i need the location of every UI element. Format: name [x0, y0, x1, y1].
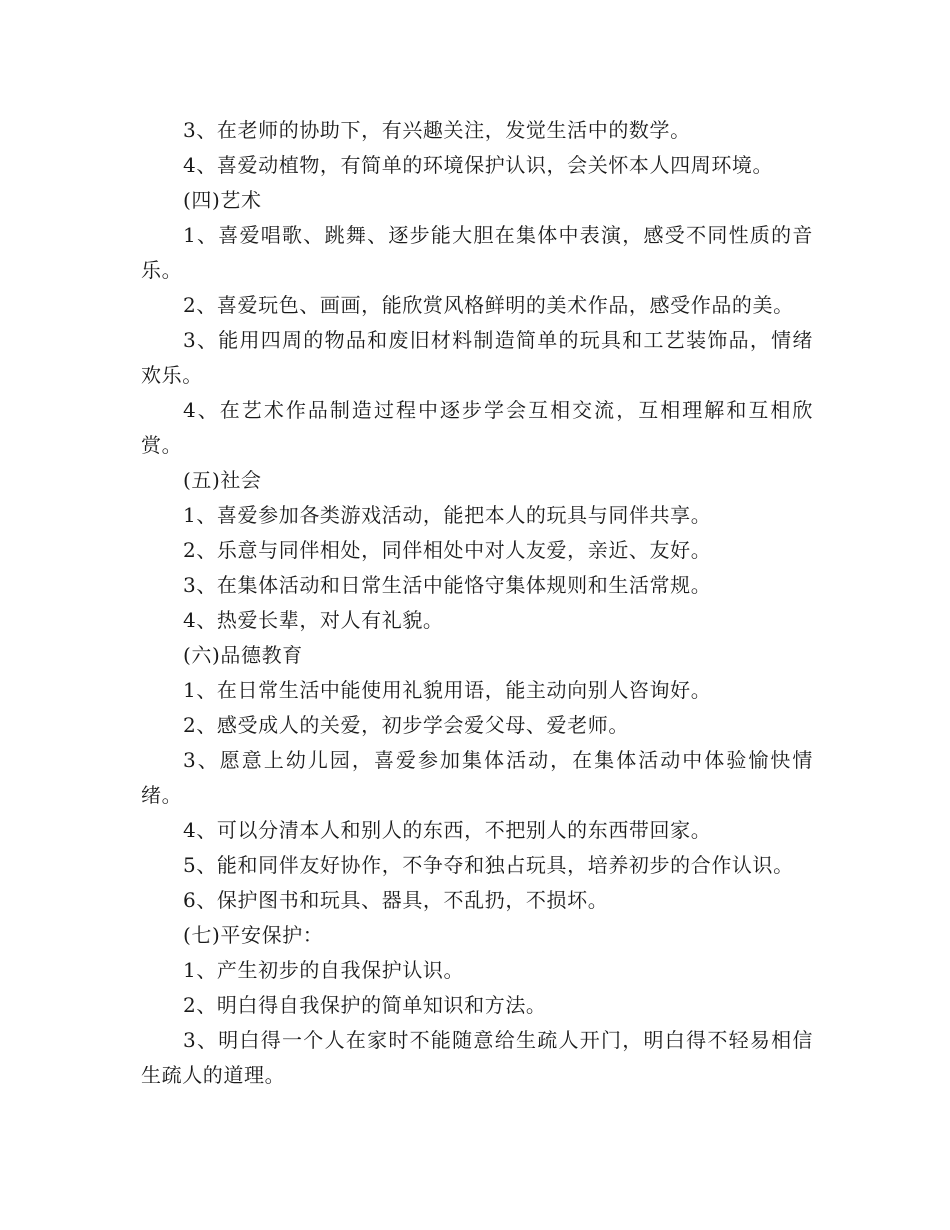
paragraph: 1、在日常生活中能使用礼貌用语，能主动向别人咨询好。	[183, 678, 712, 702]
paragraph: 6、保护图书和玩具、器具，不乱扔，不损坏。	[183, 888, 609, 912]
section-heading: (七)平安保护：	[183, 923, 324, 947]
paragraph: 2、明白得自我保护的简单知识和方法。	[183, 993, 547, 1017]
section-heading: (六)品德教育	[183, 643, 303, 667]
paragraph: 4、可以分清本人和别人的东西，不把别人的东西带回家。	[183, 818, 712, 842]
paragraph: 4、喜爱动植物，有简单的环境保护认识，会关怀本人四周环境。	[183, 153, 774, 177]
paragraph: 3、愿意上幼儿园，喜爱参加集体活动，在集体活动中体验愉快情绪。	[141, 748, 813, 807]
paragraph: 2、乐意与同伴相处，同伴相处中对人友爱，亲近、友好。	[183, 538, 712, 562]
paragraph: 3、明白得一个人在家时不能随意给生疏人开门，明白得不轻易相信生疏人的道理。	[141, 1028, 813, 1087]
paragraph: 4、热爱长辈，对人有礼貌。	[183, 608, 444, 632]
paragraph: 4、在艺术作品制造过程中逐步学会互相交流，互相理解和互相欣赏。	[141, 398, 813, 457]
document-body	[141, 113, 813, 1093]
paragraph: 1、产生初步的自我保护认识。	[183, 958, 465, 982]
paragraph: 1、喜爱唱歌、跳舞、逐步能大胆在集体中表演，感受不同性质的音乐。	[141, 223, 813, 282]
paragraph: 5、能和同伴友好协作，不争夺和独占玩具，培养初步的合作认识。	[183, 853, 794, 877]
paragraph: 3、在集体活动和日常生活中能恪守集体规则和生活常规。	[183, 573, 712, 597]
paragraph: 1、喜爱参加各类游戏活动，能把本人的玩具与同伴共享。	[183, 503, 712, 527]
paragraph: 2、感受成人的关爱，初步学会爱父母、爱老师。	[183, 713, 629, 737]
paragraph: 3、在老师的协助下，有兴趣关注，发觉生活中的数学。	[183, 118, 691, 142]
section-heading: (四)艺术	[183, 188, 262, 212]
section-heading: (五)社会	[183, 468, 262, 492]
paragraph: 2、喜爱玩色、画画，能欣赏风格鲜明的美术作品，感受作品的美。	[183, 293, 794, 317]
paragraph: 3、能用四周的物品和废旧材料制造简单的玩具和工艺装饰品，情绪欢乐。	[141, 328, 813, 387]
